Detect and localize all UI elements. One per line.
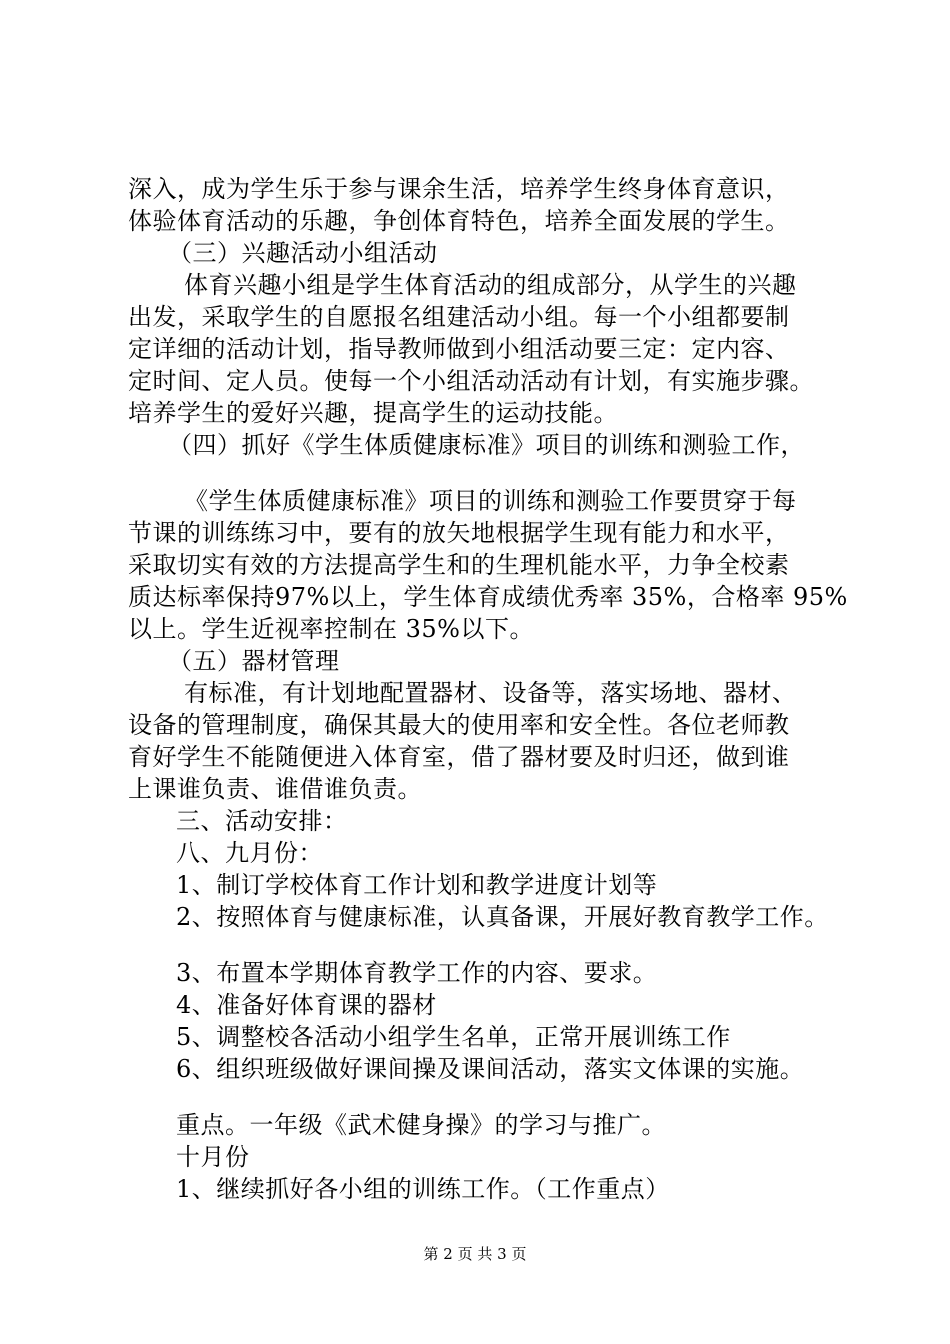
month-heading: 八、九月份：: [176, 839, 323, 867]
paragraph-line: 定时间、定人员。使每一个小组活动活动有计划，有实施步骤。: [128, 367, 814, 395]
paragraph-line: 有标准，有计划地配置器材、设备等，落实场地、器材、: [184, 679, 797, 707]
section-heading: （三）兴趣活动小组活动: [168, 239, 438, 267]
list-item: 4、准备好体育课的器材: [176, 991, 437, 1019]
paragraph-line: 深入，成为学生乐于参与课余生活，培养学生终身体育意识，: [128, 175, 790, 203]
paragraph-line: 体育兴趣小组是学生体育活动的组成部分，从学生的兴趣: [184, 271, 797, 299]
list-item: 3、布置本学期体育教学工作的内容、要求。: [176, 959, 658, 987]
paragraph-line: 以上。学生近视率控制在 35%以下。: [128, 615, 534, 643]
page-number-footer: 第 2 页 共 3 页: [423, 1245, 527, 1263]
list-item: 6、组织班级做好课间操及课间活动，落实文体课的实施。: [176, 1055, 805, 1083]
list-item: 5、调整校各活动小组学生名单，正常开展训练工作: [176, 1023, 731, 1051]
paragraph-line: 育好学生不能随便进入体育室，借了器材要及时归还，做到谁: [128, 743, 790, 771]
paragraph-line: 定详细的活动计划，指导教师做到小组活动要三定：定内容、: [128, 335, 790, 363]
list-item: 2、按照体育与健康标准，认真备课，开展好教育教学工作。: [176, 903, 829, 931]
section-heading: 三、活动安排：: [176, 807, 348, 835]
paragraph-line: 节课的训练练习中，要有的放矢地根据学生现有能力和水平，: [128, 519, 790, 547]
paragraph-line: 质达标率保持97%以上，学生体育成绩优秀率 35%，合格率 95%: [128, 583, 848, 611]
paragraph-line: 上课谁负责、谁借谁负责。: [128, 775, 422, 803]
paragraph-line: 体验体育活动的乐趣，争创体育特色，培养全面发展的学生。: [128, 207, 790, 235]
section-heading: （五）器材管理: [168, 647, 340, 675]
paragraph-line: 重点。一年级《武术健身操》的学习与推广。: [176, 1111, 666, 1139]
paragraph-line: 出发，采取学生的自愿报名组建活动小组。每一个小组都要制: [128, 303, 790, 331]
section-heading: （四）抓好《学生体质健康标准》项目的训练和测验工作，: [168, 431, 805, 459]
paragraph-line: 培养学生的爱好兴趣，提高学生的运动技能。: [128, 399, 618, 427]
paragraph-line: 《学生体质健康标准》项目的训练和测验工作要贯穿于每: [184, 487, 797, 515]
paragraph-line: 设备的管理制度，确保其最大的使用率和安全性。各位老师教: [128, 711, 790, 739]
paragraph-line: 采取切实有效的方法提高学生和的生理机能水平，力争全校素: [128, 551, 790, 579]
month-heading: 十月份: [176, 1143, 250, 1171]
list-item: 1、继续抓好各小组的训练工作。（工作重点）: [176, 1175, 670, 1203]
list-item: 1、制订学校体育工作计划和教学进度计划等: [176, 871, 658, 899]
